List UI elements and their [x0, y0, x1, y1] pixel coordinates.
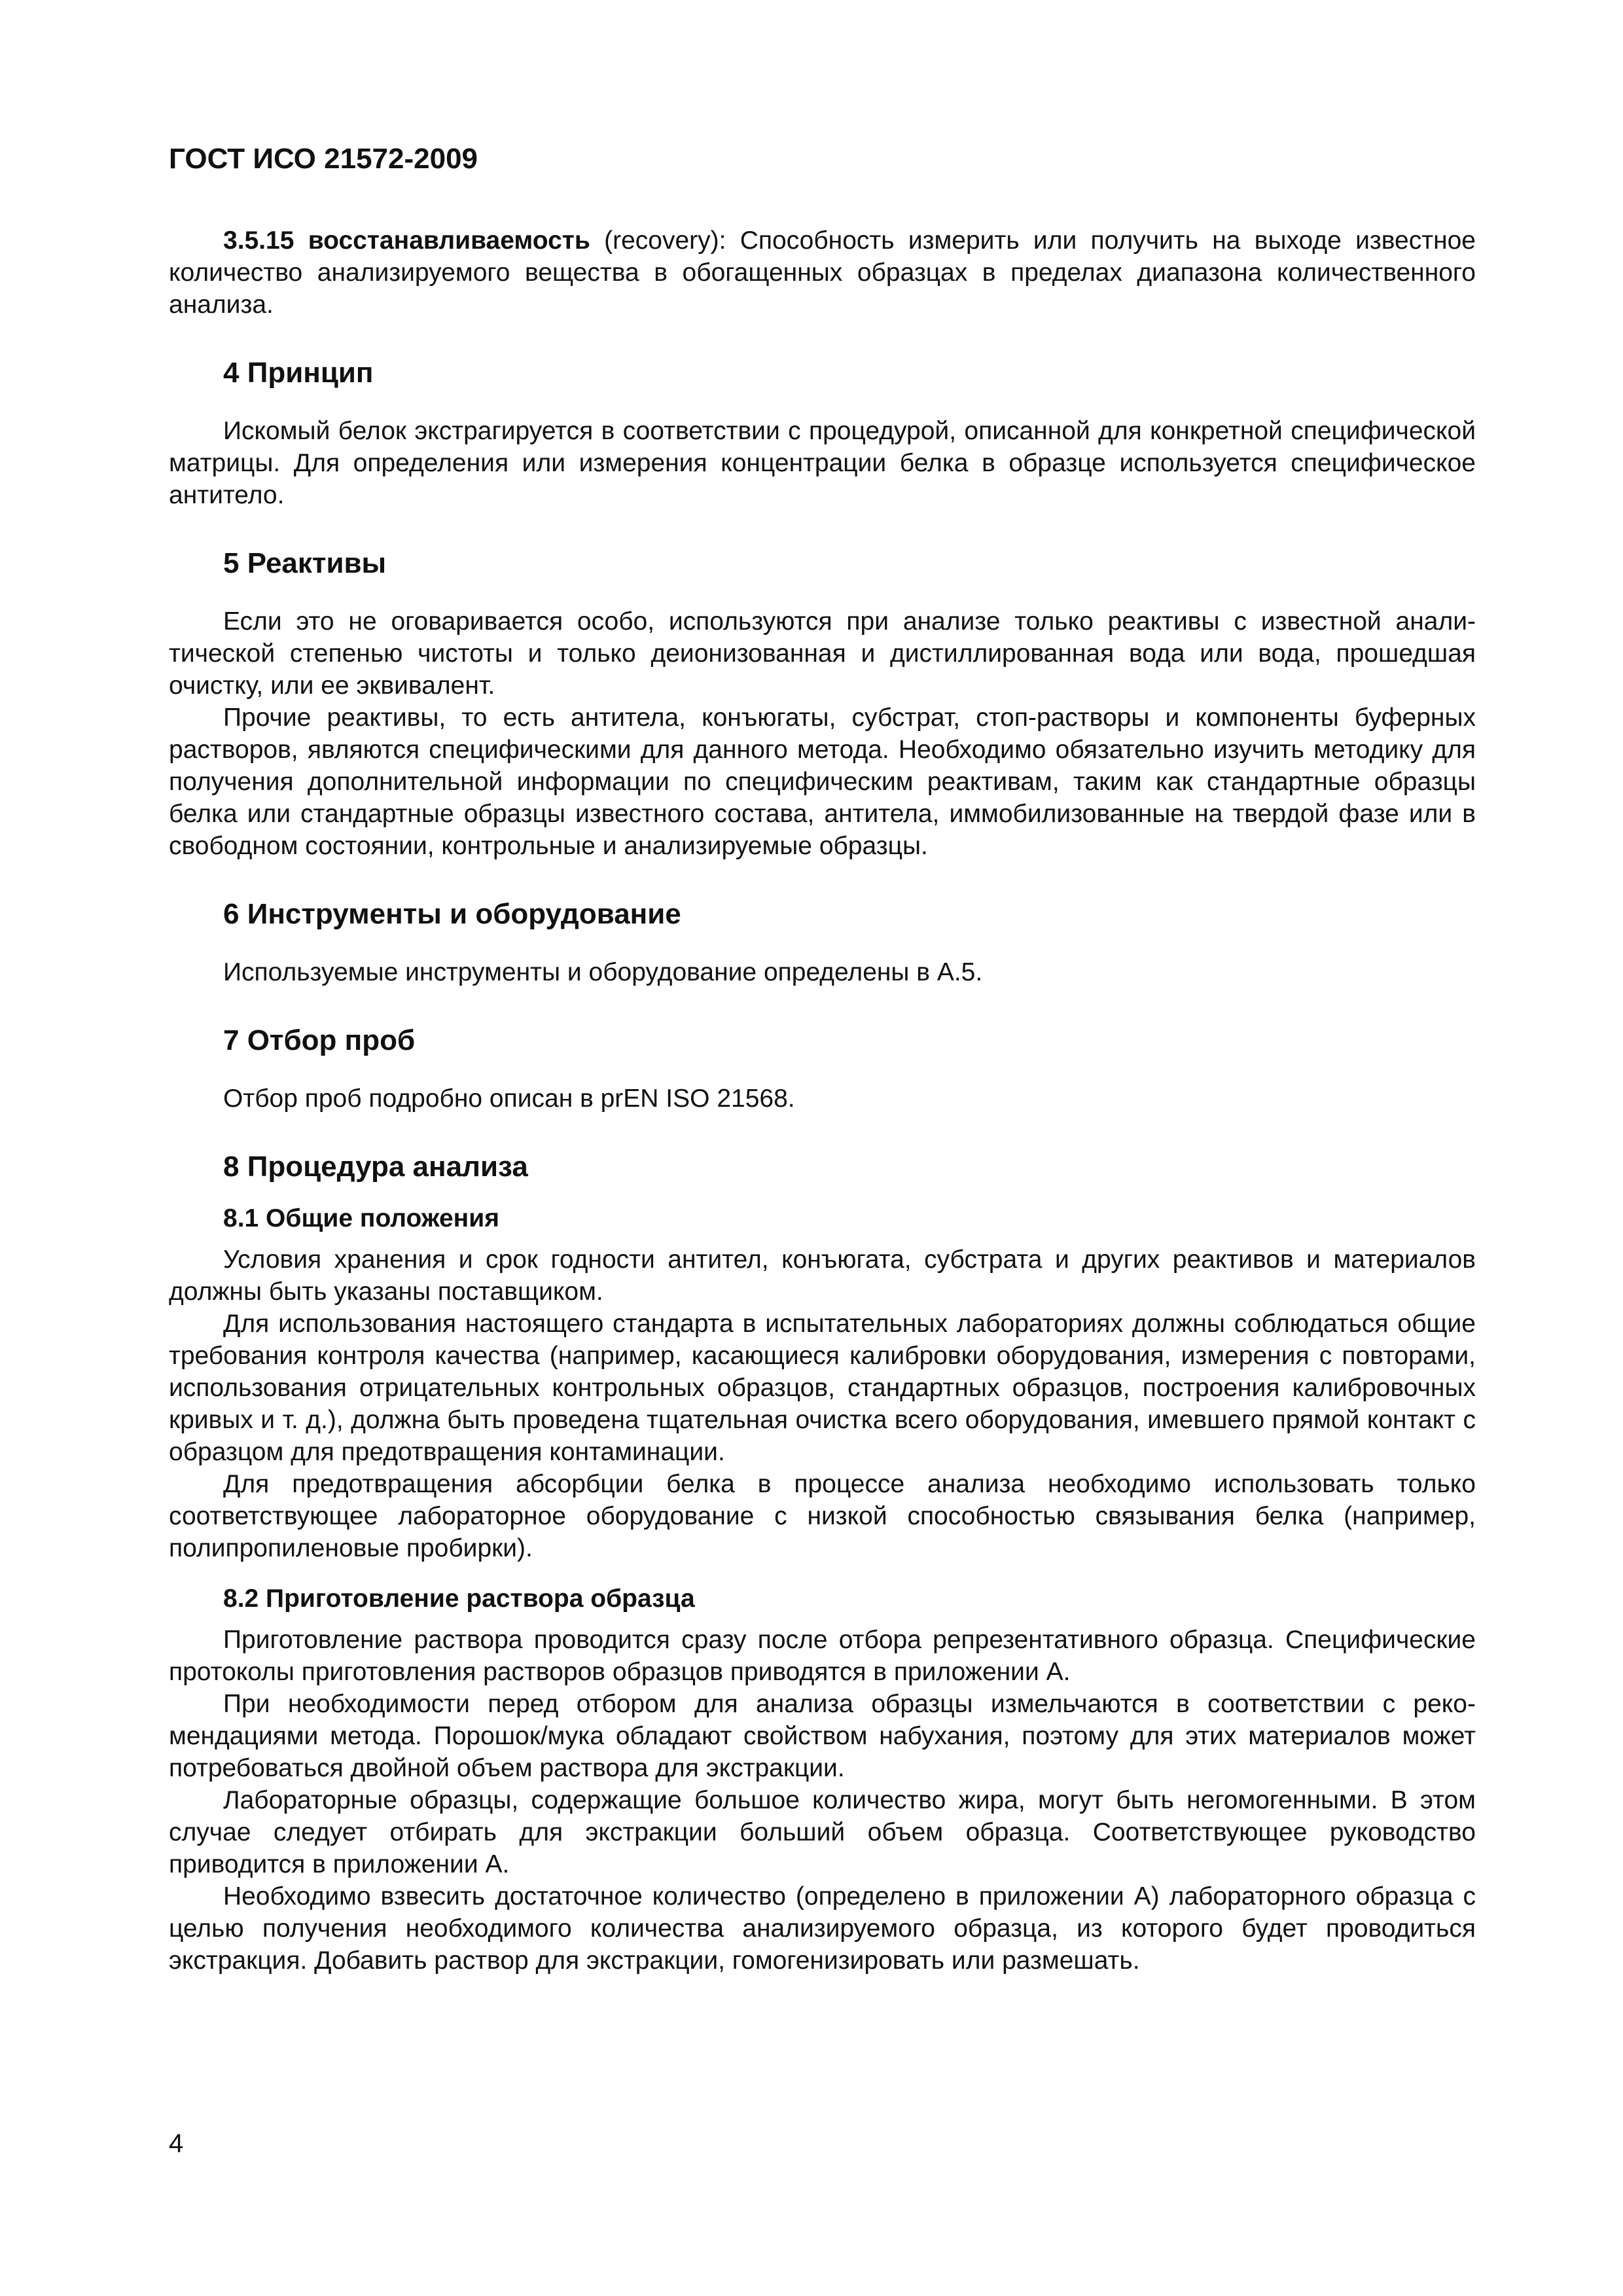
subsection-8-2-paragraph-3: Лабораторные образцы, содержащие большое количество жира, могут быть негомогенными. В этом случае следует отбирать для экстракции больший объем образца. Соответствующее руководство приводится в приложении А.	[169, 1786, 1476, 1878]
subsection-8-1-paragraph-1: Условия хранения и срок годности антител, конъюгата, субстрата и других реактивов и материалов должны быть указаны поставщиком.	[169, 1246, 1476, 1306]
subsection-8-2-paragraph-2: При необходимости перед отбором для анализа образцы измельчаются в соответствии с рекомендациями метода. Порошок/мука обладают свойством набухания, поэтому для этих материалов может потребоваться двойной объем раствора для экстракции.	[169, 1690, 1476, 1782]
section-8-heading: 8 Процедура анализа	[223, 1151, 528, 1183]
section-4-paragraph-1: Искомый белок экстрагируется в соответствии с процедурой, описанной для конкретной специфической матрицы. Для определения или измерения концентрации белка в образце используется специфическое антитело.	[169, 417, 1476, 509]
subsection-8-1-heading: 8.1 Общие положения	[223, 1204, 499, 1232]
subsection-8-1-paragraph-3: Для предотвращения абсорбции белка в процессе анализа необходимо использовать только соответствующее лабораторное оборудование с низкой способностью связывания белка (например, полипропиленовые пробирки).	[169, 1470, 1476, 1562]
subsection-8-1-paragraph-2: Для использования настоящего стандарта в испытательных лабораториях должны соблюдаться общие требования контроля качества (например, касающиеся калибровки оборудования, измерения с повторами, использования отрицательных контрольных образцов, стандартных образцов, построения калибровочных кривых и т. д.), должна быть проведена тщательная очистка всего оборудования, имевшего прямой контакт с образцом для предотвращения контаминации.	[169, 1310, 1476, 1466]
section-5-paragraph-2: Прочие реактивы, то есть антитела, конъюгаты, субстрат, стоп-растворы и компоненты буферных растворов, являются специфическими для данного метода. Необходимо обязательно изучить методику для получения дополнительной информации по специфическим реактивам, таким как стандартные образцы белка или стандартные образцы известного состава, антитела, иммобилизованные на твердой фазе или в свободном состоянии, контрольные и анализируемые образцы.	[169, 704, 1476, 860]
subsection-8-2-paragraph-4: Необходимо взвесить достаточное количество (определено в приложении А) лабораторного образца с целью получения необходимого количества анализируемого образца, из которого будет проводиться экстракция. Добавить раствор для экстракции, гомогенизировать или размешать.	[169, 1882, 1476, 1975]
section-7-heading: 7 Отбор проб	[223, 1024, 416, 1056]
section-6-paragraph-1: Используемые инструменты и оборудование определены в А.5.	[223, 958, 983, 986]
definition-number: 3.5.15	[223, 226, 294, 255]
definition-3-5-15	[169, 224, 1476, 321]
definition-text: (recovery): Способность измерить или получить на выходе известное количество анализируемого вещества в обогащенных образцах в пределах диапазона количественного анализа.	[169, 226, 1476, 319]
page-number: 4	[169, 2129, 184, 2158]
definition-term: восстанавливаемость	[308, 226, 590, 255]
section-7-paragraph-1: Отбор проб подробно описан в prEN ISO 21568.	[223, 1085, 795, 1113]
section-4-heading: 4 Принцип	[223, 357, 374, 389]
document-code-header: ГОСТ ИСО 21572-2009	[169, 143, 478, 175]
section-5-heading: 5 Реактивы	[223, 547, 387, 579]
section-5-paragraph-1: Если это не оговаривается особо, используются при анализе только реактивы с известной аналитической степенью чистоты и только деионизованная и дистиллированная вода или вода, прошедшая очистку, или ее эквивалент.	[169, 607, 1476, 700]
subsection-8-2-heading: 8.2 Приготовление раствора образца	[223, 1585, 695, 1613]
subsection-8-2-paragraph-1: Приготовление раствора проводится сразу после отбора репрезентативного образца. Специфические протоколы приготовления растворов образцов приводятся в приложении А.	[169, 1626, 1476, 1686]
section-6-heading: 6 Инструменты и оборудование	[223, 898, 681, 930]
document-page	[169, 141, 1476, 1977]
